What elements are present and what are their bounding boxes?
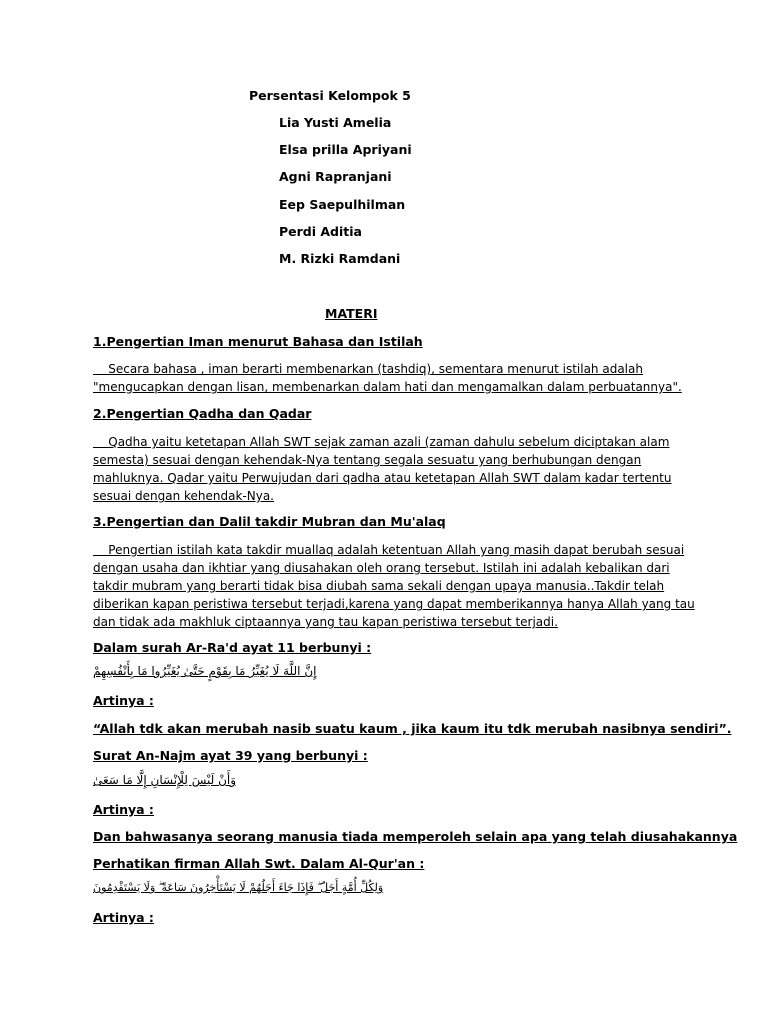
arabic-verse: وَأَنْ لَيْسَ لِلْإِنْسَانِ إِلَّا مَا سَعَىٰ [93, 773, 237, 787]
section-paragraph [93, 541, 695, 631]
paragraph-line: mahluknya. Qadar yaitu Perwujudan dari qadha atau ketetapan Allah SWT dalam kadar tertentu [93, 471, 672, 485]
verse-intro: Dalam surah Ar-Ra'd ayat 11 berbunyi : [93, 640, 372, 655]
paragraph-line: semesta) sesuai dengan kehendak-Nya tentang segala sesuatu yang berhubungan dengan [93, 453, 642, 467]
member-name: Elsa prilla Apriyani [279, 142, 412, 157]
verse-intro: Perhatikan firman Allah Swt. Dalam Al-Qur'an : [93, 856, 425, 871]
paragraph-line: Secara bahasa , iman berarti membenarkan (tashdiq), sementara menurut istilah adalah [93, 362, 643, 376]
verse-meaning: “Allah tdk akan merubah nasib suatu kaum , jika kaum itu tdk merubah nasibnya sendiri”. [93, 721, 732, 736]
meaning-label: Artinya : [93, 693, 154, 708]
member-name: Lia Yusti Amelia [279, 115, 392, 130]
materi-heading: MATERI [325, 306, 378, 321]
member-name: Agni Rapranjani [279, 169, 392, 184]
presentation-title: Persentasi Kelompok 5 [249, 88, 411, 103]
paragraph-line: "mengucapkan dengan lisan, membenarkan dalam hati dan mengamalkan dalam perbuatannya". [93, 380, 682, 394]
verse-intro: Surat An-Najm ayat 39 yang berbunyi : [93, 748, 368, 763]
section-paragraph [93, 433, 673, 505]
section-heading: 2.Pengertian Qadha dan Qadar [93, 406, 312, 421]
section-heading: 3.Pengertian dan Dalil takdir Mubran dan Mu'alaq [93, 514, 446, 529]
paragraph-line: sesuai dengan kehendak-Nya. [93, 489, 274, 503]
section-heading: 1.Pengertian Iman menurut Bahasa dan Istilah [93, 334, 423, 349]
member-name: Eep Saepulhilman [279, 197, 406, 212]
arabic-verse: وَلِكُلِّ أُمَّةٍ أَجَلٌ ۖ فَإِذَا جَاءَ أَجَلُهُمْ لَا يَسْتَأْخِرُونَ سَاعَةً ۖ وَلَا يَسْتَقْدِمُونَ [93, 881, 384, 894]
paragraph-line: dengan usaha dan ikhtiar yang diusahakan oleh orang tersebut. Istilah ini adalah kebalikan dari [93, 561, 670, 575]
paragraph-line: dan tidak ada makhluk ciptaannya yang tau kapan peristiwa tersebut terjadi. [93, 615, 558, 629]
paragraph-line: Pengertian istilah kata takdir muallaq adalah ketentuan Allah yang masih dapat berubah sesuai [93, 543, 685, 557]
paragraph-line: Qadha yaitu ketetapan Allah SWT sejak zaman azali (zaman dahulu sebelum diciptakan alam [93, 435, 670, 449]
arabic-verse: إِنَّ اللَّهَ لَا يُغَيِّرُ مَا بِقَوْمٍ حَتَّىٰ يُغَيِّرُوا مَا بِأَنْفُسِهِمْ [93, 664, 317, 678]
meaning-label: Artinya : [93, 802, 154, 817]
member-name: M. Rizki Ramdani [279, 251, 401, 266]
section-paragraph [93, 360, 682, 396]
meaning-label: Artinya : [93, 910, 154, 925]
member-name: Perdi Aditia [279, 224, 362, 239]
paragraph-line: diberikan kapan peristiwa tersebut terjadi,karena yang dapat memberikannya hanya Allah yang tau [93, 597, 695, 611]
verse-meaning: Dan bahwasanya seorang manusia tiada memperoleh selain apa yang telah diusahakannya [93, 829, 738, 844]
paragraph-line: takdir mubram yang berarti tidak bisa diubah sama sekali dengan upaya manusia..Takdir telah [93, 579, 665, 593]
